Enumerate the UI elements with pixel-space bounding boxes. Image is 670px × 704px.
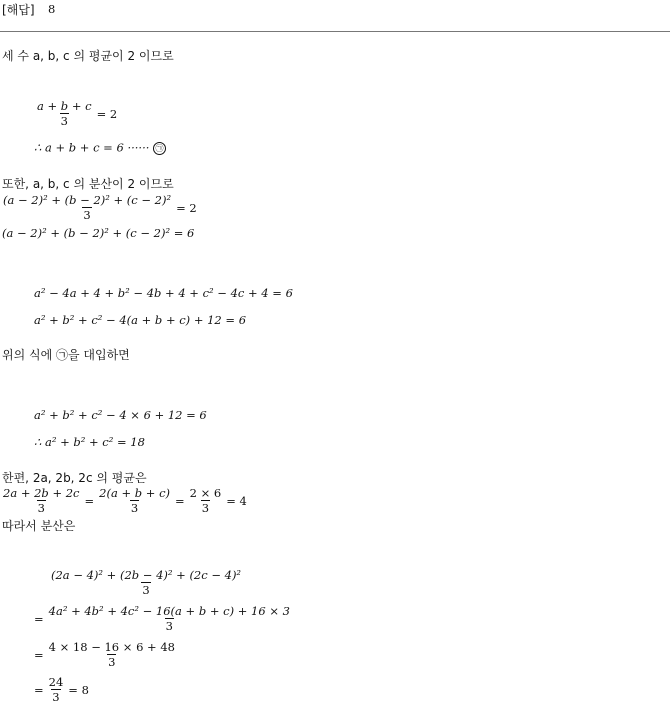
- final-variance-4-equals: =: [34, 682, 44, 697]
- intro-variance-text: 또한, a, b, c 의 분산이 2 이므로: [2, 177, 174, 191]
- final-variance-line-1: [50, 569, 242, 596]
- final-variance-3-equals: =: [34, 647, 44, 662]
- final-variance-line-4: [34, 676, 89, 703]
- final-variance-2-numerator: 4a² + 4b² + 4c² − 16(a + b + c) + 16 × 3: [48, 604, 290, 618]
- mean2-fraction2-denominator: 3: [130, 501, 139, 516]
- substitution-line-2: ∴ a² + b² + c² = 18: [34, 435, 145, 449]
- intro-mean2-text: 한편, 2a, 2b, 2c 의 평균은: [2, 471, 147, 485]
- mean2-fraction1-numerator: 2a + 2b + 2c: [3, 486, 80, 500]
- final-variance-line-2: [34, 605, 291, 632]
- answer-label: [해답]: [2, 3, 35, 17]
- mean2-equals-1: =: [84, 493, 95, 508]
- final-variance-line-3: [34, 641, 176, 668]
- substitute-text: 위의 식에 ㉠을 대입하면: [2, 348, 130, 362]
- mean-fraction-equation: [36, 100, 117, 127]
- final-variance-3-numerator: 4 × 18 − 16 × 6 + 48: [48, 640, 175, 654]
- variance-text: 따라서 분산은: [2, 519, 76, 533]
- header-divider: [0, 31, 670, 32]
- final-variance-4-denominator: 3: [52, 690, 60, 704]
- mean2-fraction1-denominator: 3: [37, 501, 45, 516]
- variance-fraction-rhs: = 2: [176, 200, 197, 215]
- final-variance-1-denominator: 3: [142, 583, 150, 598]
- mean2-equals-2: =: [175, 493, 185, 508]
- final-variance-1-numerator: (2a − 4)² + (2b − 4)² + (2c − 4)²: [51, 568, 242, 582]
- mean2-fraction2-numerator: 2(a + b + c): [99, 486, 170, 500]
- mean2-equation: [2, 487, 247, 514]
- intro-mean-text: 세 수 a, b, c 의 평균이 2 이므로: [2, 49, 174, 63]
- therefore-sum-text: ∴ a + b + c = 6 ······: [34, 140, 150, 155]
- final-variance-2-denominator: 3: [165, 619, 173, 634]
- answer-value: 8: [48, 2, 56, 16]
- expansion-line-1: a² − 4a + 4 + b² − 4b + 4 + c² − 4c + 4 = 6: [34, 286, 293, 300]
- final-variance-result: = 8: [68, 682, 89, 697]
- mean2-fraction3-denominator: 3: [201, 501, 210, 516]
- variance-fraction-numerator: (a − 2)² + (b − 2)² + (c − 2)²: [3, 193, 172, 207]
- mean-fraction-denominator: 3: [60, 114, 68, 129]
- mean-fraction-numerator: a + b + c: [37, 99, 92, 113]
- variance-fraction-denominator: 3: [83, 208, 91, 223]
- final-variance-2-equals: =: [34, 611, 44, 626]
- variance-fraction-equation: [2, 194, 197, 221]
- circle-label-icon: ㉠: [153, 142, 166, 155]
- squared-sum-equation: (a − 2)² + (b − 2)² + (c − 2)² = 6: [2, 226, 195, 240]
- mean-fraction-rhs: = 2: [96, 106, 118, 121]
- mean2-fraction3-numerator: 2 × 6: [189, 486, 222, 500]
- expansion-line-2: a² + b² + c² − 4(a + b + c) + 12 = 6: [34, 313, 247, 327]
- therefore-sum-line: [34, 142, 166, 155]
- mean2-rhs: = 4: [226, 493, 247, 508]
- substitution-line-1: a² + b² + c² − 4 × 6 + 12 = 6: [34, 408, 207, 422]
- final-variance-4-numerator: 24: [48, 675, 64, 689]
- final-variance-3-denominator: 3: [108, 655, 116, 670]
